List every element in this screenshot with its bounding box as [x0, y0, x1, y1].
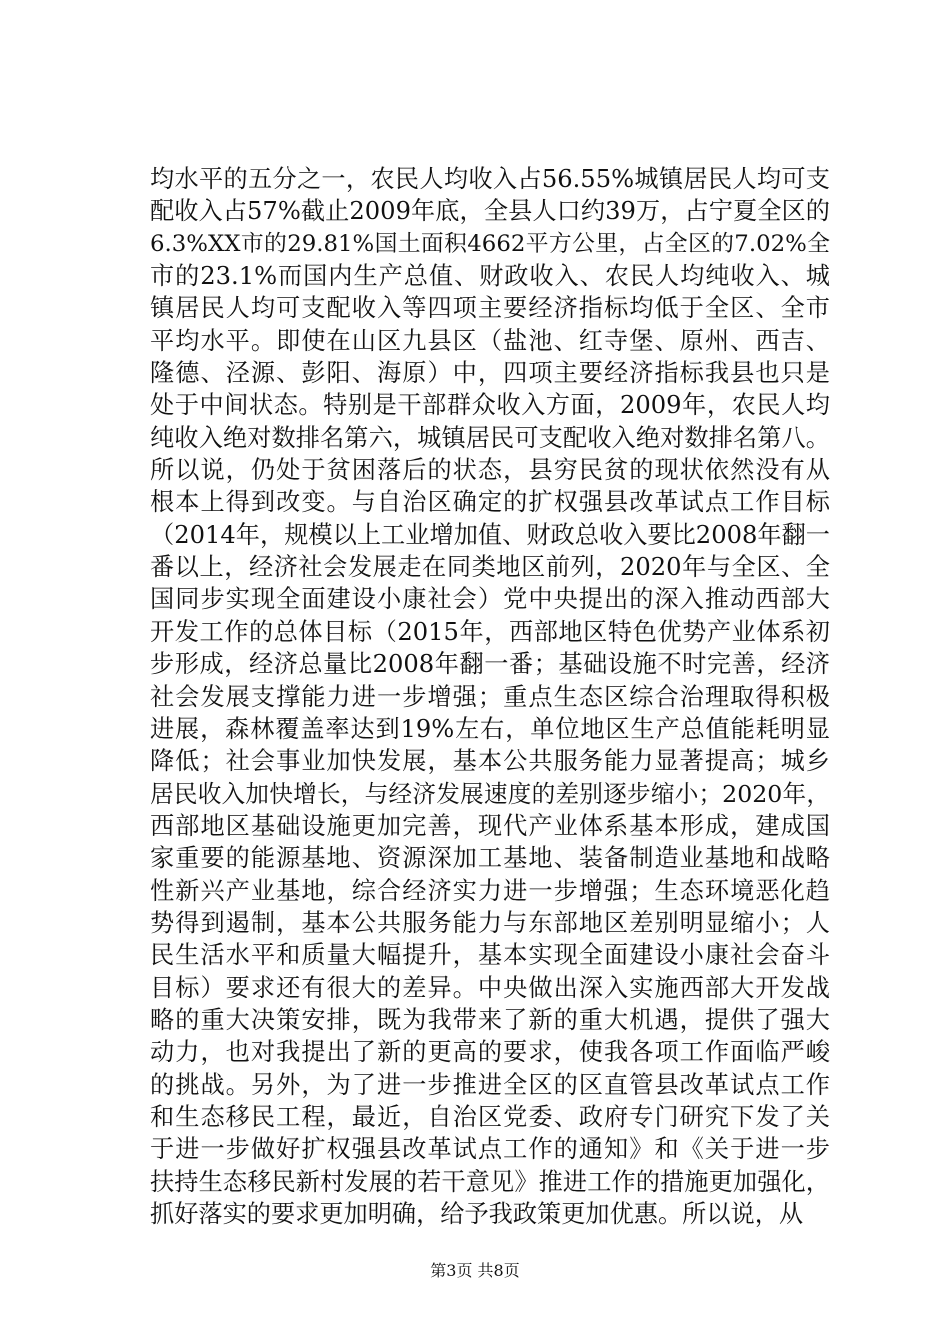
- text-line: 居民收入加快增长，与经济发展速度的差别逐步缩小；2020年，: [150, 779, 830, 808]
- text-line: 动力，也对我提出了新的更高的要求，使我各项工作面临严峻: [150, 1038, 830, 1067]
- text-line: 扶持生态移民新村发展的若干意见》推进工作的措施更加强化，: [150, 1167, 830, 1196]
- text-line: 性新兴产业基地，综合经济实力进一步增强；生态环境恶化趋: [150, 876, 830, 905]
- text-line: 平均水平。即使在山区九县区（盐池、红寺堡、原州、西吉、: [150, 326, 830, 355]
- text-line: 步形成，经济总量比2008年翻一番；基础设施不时完善，经济: [150, 650, 830, 679]
- text-line: （2014年，规模以上工业增加值、财政总收入要比2008年翻一: [150, 520, 830, 549]
- text-line: 均水平的五分之一，农民人均收入占56.55%城镇居民人均可支: [150, 165, 830, 193]
- text-line: 西部地区基础设施更加完善，现代产业体系基本形成，建成国: [150, 811, 830, 840]
- text-line: 处于中间状态。特别是干部群众收入方面，2009年，农民人均: [150, 391, 830, 420]
- text-line: 家重要的能源基地、资源深加工基地、装备制造业基地和战略: [150, 844, 830, 873]
- text-line: 6.3%XX市的29.81%国土面积4662平方公里，占全区的7.02%全: [150, 230, 830, 257]
- text-line: 国同步实现全面建设小康社会）党中央提出的深入推动西部大: [150, 585, 830, 614]
- text-line: 于进一步做好扩权强县改革试点工作的通知》和《关于进一步: [150, 1135, 830, 1164]
- text-line: 略的重大决策安排，既为我带来了新的重大机遇，提供了强大: [150, 1005, 830, 1034]
- text-line: 镇居民人均可支配收入等四项主要经济指标均低于全区、全市: [150, 294, 830, 323]
- body-text: [150, 163, 830, 1230]
- text-line: 降低；社会事业加快发展，基本公共服务能力显著提高；城乡: [150, 747, 830, 776]
- text-line: 目标）要求还有很大的差异。中央做出深入实施西部大开发战: [150, 973, 830, 1002]
- text-line: 和生态移民工程，最近，自治区党委、政府专门研究下发了关: [150, 1102, 830, 1131]
- text-line: 配收入占57%截止2009年底，全县人口约39万，占宁夏全区的: [150, 197, 830, 226]
- text-line: 抓好落实的要求更加明确，给予我政策更加优惠。所以说，从: [150, 1200, 804, 1228]
- text-line: 势得到遏制，基本公共服务能力与东部地区差别明显缩小；人: [150, 908, 830, 937]
- text-line: 纯收入绝对数排名第六，城镇居民可支配收入绝对数排名第八。: [150, 423, 830, 452]
- text-line: 所以说，仍处于贫困落后的状态，县穷民贫的现状依然没有从: [150, 456, 830, 485]
- text-line: 民生活水平和质量大幅提升，基本实现全面建设小康社会奋斗: [150, 941, 830, 970]
- text-line: 市的23.1%而国内生产总值、财政收入、农民人均纯收入、城: [150, 262, 830, 291]
- text-line: 开发工作的总体目标（2015年，西部地区特色优势产业体系初: [150, 617, 830, 646]
- text-line: 的挑战。另外，为了进一步推进全区的区直管县改革试点工作: [150, 1070, 830, 1099]
- text-line: 隆德、泾源、彭阳、海原）中，四项主要经济指标我县也只是: [150, 359, 830, 388]
- text-line: 番以上，经济社会发展走在同类地区前列，2020年与全区、全: [150, 553, 830, 582]
- text-line: 进展，森林覆盖率达到19%左右，单位地区生产总值能耗明显: [150, 714, 830, 743]
- page-footer: 第3页 共8页: [430, 1261, 520, 1280]
- text-line: 社会发展支撑能力进一步增强；重点生态区综合治理取得积极: [150, 682, 830, 711]
- text-line: 根本上得到改变。与自治区确定的扩权强县改革试点工作目标: [150, 488, 830, 517]
